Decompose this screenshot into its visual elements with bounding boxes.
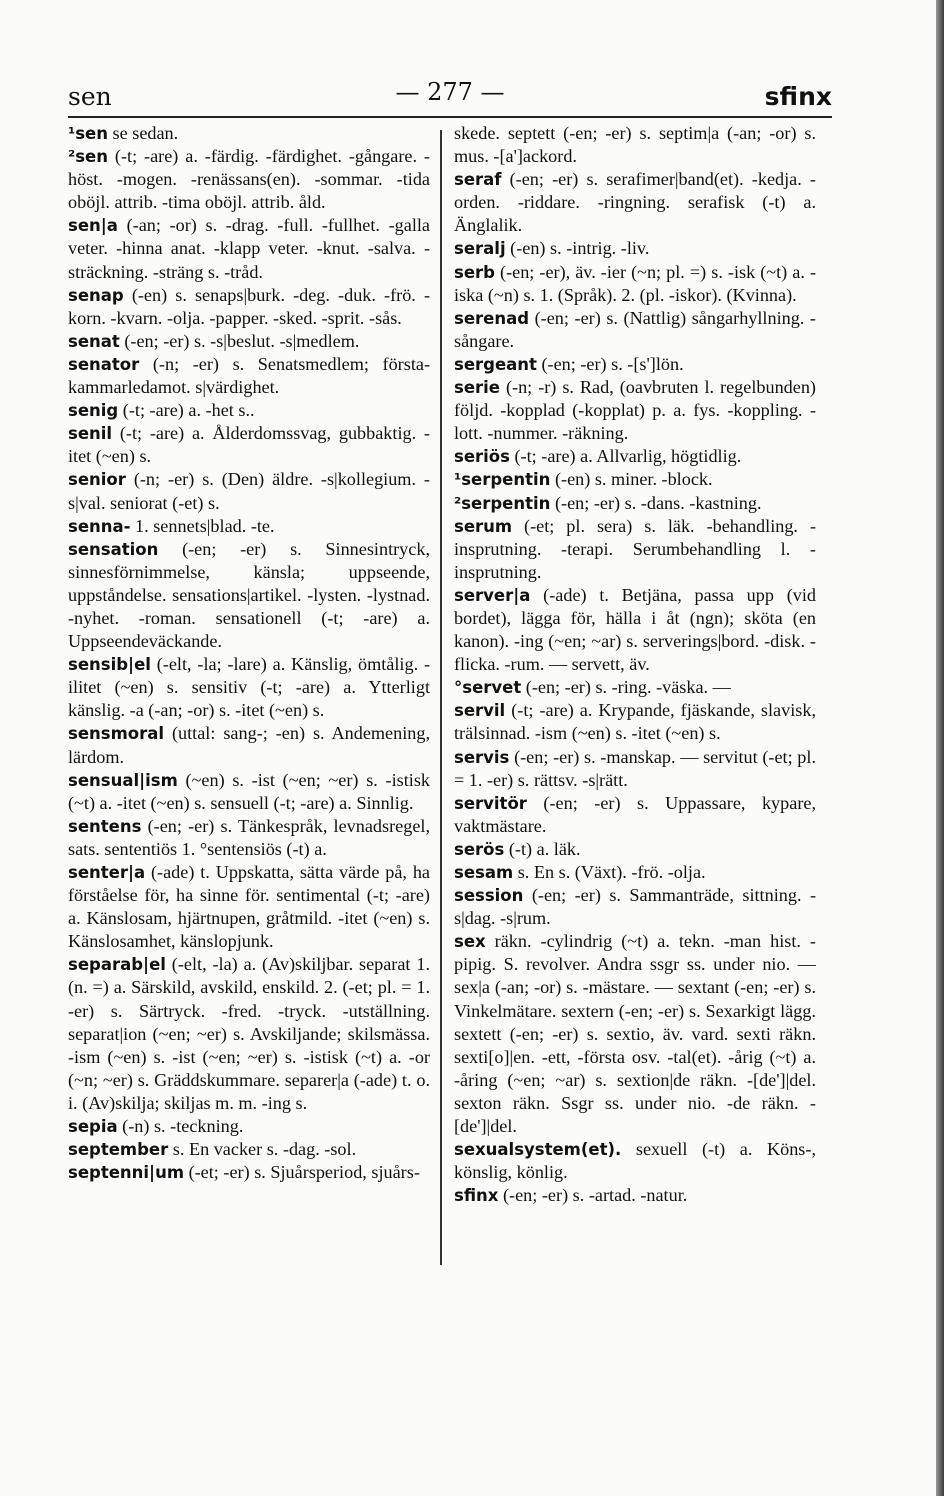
entry-headword: sentens xyxy=(68,816,142,836)
dictionary-entry xyxy=(454,676,816,699)
entry-text: 1. sennets|blad. -te. xyxy=(130,515,275,536)
entry-headword: septenni|um xyxy=(68,1163,185,1183)
entry-text: (-elt, -la; -lare) a. Känslig, ömtålig. -ilitet (~en) s. sensitiv (-t; -are) a. Ytterligt känslig. -a (-an; -or) s. -itet (~en) s. xyxy=(68,654,430,721)
entry-headword: senil xyxy=(68,424,113,444)
dictionary-entry xyxy=(454,492,816,515)
dictionary-entry xyxy=(68,769,430,815)
entry-headword: seralj xyxy=(454,239,506,259)
entry-headword: senter|a xyxy=(68,863,146,882)
entry-text: (-n; -er) s. (Den) äldre. -s|kollegium. -s|val. seniorat (-et) s. xyxy=(68,469,430,513)
entry-headword: sexualsystem(et). xyxy=(454,1140,622,1160)
dictionary-entry xyxy=(454,1184,816,1207)
entry-text: (uttal: sang-; -en) s. Andemening, lärdom. xyxy=(68,723,430,767)
entry-text: (-en; -er) s. -manskap. — servitut (-et; pl. = 1. -er) s. rättsv. -s|rätt. xyxy=(454,746,816,790)
dictionary-entry xyxy=(68,1138,430,1161)
dictionary-entry xyxy=(454,1138,816,1184)
entry-headword: sensation xyxy=(68,539,159,559)
entry-headword: sepia xyxy=(68,1117,118,1137)
entry-text: (-et; pl. sera) s. läk. -behandling. -insprutning. -terapi. Serumbehandling l. -insprutning. xyxy=(454,515,816,582)
dictionary-entry xyxy=(68,284,430,330)
dictionary-entry xyxy=(454,353,816,376)
entry-headword: sergeant xyxy=(454,354,537,374)
page-edge xyxy=(936,0,944,1496)
entry-text: (-en; -er) s. -dans. -kastning. xyxy=(550,492,762,513)
entry-text: räkn. -cylindrig (~t) a. tekn. -man hist. -pipig. S. revolver. Andra ssgr ss. under nio. — sex|a (-an; -or) s. -mästare. — sextant (-en; -er) s. Vinkelmätare. sextern (-en; -er) s. Sexarkigt lägg. sextett (-en; -er) s. sextio, äv. vard. sexti räkn. sexti[o]|en. -ett, -första osv. -tal(et). -årig (~t) a. -åring (~en; ~ar) s. sextion|de räkn. -[de']|del. sexton räkn. Ssgr ss. under nio. -de räkn. -[de']|del. xyxy=(454,931,816,1137)
entry-text: (-en) s. senaps|burk. -deg. -duk. -frö. -korn. -kvarn. -olja. -papper. -sked. -sprit. -sås. xyxy=(68,284,430,328)
entry-headword: servil xyxy=(454,701,506,721)
dictionary-entry xyxy=(68,422,430,468)
entry-headword: sensual|ism xyxy=(68,770,178,790)
entry-headword: ²serpentin xyxy=(454,493,551,513)
entry-headword: september xyxy=(68,1140,169,1160)
dictionary-entry xyxy=(454,515,816,584)
entry-headword: senig xyxy=(68,401,119,421)
entry-text: (-t; -are) a. Ålderdomssvag, gubbaktig. -itet (~en) s. xyxy=(68,423,430,467)
entry-text: (-elt, -la) a. (Av)skiljbar. separat 1. (n. =) a. Särskild, avskild, enskild. 2. (-et; pl. = 1. -er) s. Särtryck. -fred. -tryck. -utställning. separat|ion (~en; ~er) s. Avskiljande; skilsmässa. -ism (~en) s. -ist (~en; ~er) s. -istisk (~t) a. -or (~n; ~er) s. Gräddskummare. separer|a (-ade) t. o. i. (Av)skilja; skiljas m. m. -ing s. xyxy=(68,954,430,1113)
dictionary-entry xyxy=(454,237,816,260)
dictionary-entry xyxy=(68,1115,430,1138)
entry-text: (-en; -er) s. Sammanträde, sittning. -s|dag. -s|rum. xyxy=(454,885,816,929)
dictionary-entry xyxy=(68,214,430,283)
entry-headword: senator xyxy=(68,354,140,374)
entry-headword: sensmoral xyxy=(68,724,165,744)
entry-headword: ¹serpentin xyxy=(454,470,551,490)
column-divider xyxy=(440,130,442,1265)
entry-headword: senna- xyxy=(68,516,131,536)
entry-text: (-en; -er), äv. -ier (~n; pl. =) s. -isk (~t) a. -iska (~n) s. 1. (Språk). 2. (pl. -iskor). (Kvinna). xyxy=(454,261,816,305)
entry-text: (-en; -er) s. (Nattlig) sångarhyllning. -sångare. xyxy=(454,307,816,351)
entry-headword: serum xyxy=(454,516,513,536)
left-column xyxy=(68,122,430,1268)
entry-text: (-t; -are) a. Krypande, fjäskande, slavisk, trälsinnad. -ism (~en) s. -itet (~en) s. xyxy=(454,700,816,744)
dictionary-entry xyxy=(68,653,430,722)
dictionary-entry xyxy=(68,353,430,399)
entry-text: (-en; -er) s. -artad. -natur. xyxy=(498,1185,688,1206)
dictionary-entry xyxy=(454,838,816,861)
entry-headword: sen|a xyxy=(68,216,118,236)
entry-headword: °servet xyxy=(454,678,522,698)
entry-text: (-ade) t. Betjäna, passa upp (vid bordet), lägga för, hälla i åt (ngn); sköta (en kanon). -ing (~en; ~ar) s. serverings|bord. -disk. -flicka. -rum. — servett, äv. xyxy=(454,584,816,675)
first-headword-guide: sen xyxy=(68,82,112,111)
entry-headword: sensib|el xyxy=(68,655,151,675)
dictionary-entry xyxy=(68,953,430,1115)
entry-text: (-en; -er) s. serafimer|band(et). -kedja. -orden. -riddare. -ringning. serafisk (-t) a. Änglalik. xyxy=(454,169,816,236)
dictionary-entry xyxy=(68,538,430,653)
dictionary-entry xyxy=(454,884,816,930)
dictionary-entry xyxy=(454,699,816,745)
dictionary-entry xyxy=(68,1161,430,1184)
dictionary-entry xyxy=(68,399,430,422)
entry-headword: seraf xyxy=(454,170,502,190)
dictionary-entry xyxy=(454,168,816,237)
entry-headword: ¹sen xyxy=(68,124,108,143)
entry-headword: session xyxy=(454,886,524,906)
entry-text: (-t; -are) a. Allvarlig, högtidlig. xyxy=(509,446,742,467)
entry-text: (-en) s. -intrig. -liv. xyxy=(505,238,650,259)
entry-text: (-t; -are) a. -färdig. -färdighet. -gångare. -höst. -mogen. -renässans(en). -sommar. -tida oböjl. attrib. -tima oböjl. attrib. åld. xyxy=(68,146,430,213)
entry-text: (-t; -are) a. -het s.. xyxy=(118,400,255,421)
dictionary-entry xyxy=(68,330,430,353)
entry-headword: server|a xyxy=(454,585,531,605)
entry-headword: serie xyxy=(454,378,500,398)
entry-headword: serenad xyxy=(454,308,530,328)
entry-headword: servis xyxy=(454,747,510,767)
entry-text: (-en; -er) s. Tänkespråk, levnadsregel, sats. sententiös 1. °sentensiös (-t) a. xyxy=(68,815,430,859)
entry-text: (-an; -or) s. -drag. -full. -fullhet. -galla veter. -hinna anat. -klapp veter. -knut. -salva. -sträckning. -sträng s. -tråd. xyxy=(68,215,430,282)
entry-text: (-en; -er) s. Sinnesintryck, sinnesförnimmelse, känsla; uppseende, uppståndelse. sensations|artikel. -lysten. -lystnad. -nyhet. -roman. sensationell (-t; -are) a. Uppseendeväckande. xyxy=(68,538,430,652)
dictionary-entry xyxy=(68,722,430,768)
dictionary-entry xyxy=(454,122,816,168)
dictionary-entry xyxy=(68,145,430,214)
entry-headword: serös xyxy=(454,839,505,859)
entry-headword: senap xyxy=(68,285,124,305)
entry-headword: separab|el xyxy=(68,955,166,975)
dictionary-entry xyxy=(68,515,430,538)
page-number: — 277 — xyxy=(395,78,505,106)
entry-text: (~en) s. -ist (~en; ~er) s. -istisk (~t) a. -itet (~en) s. sensuell (-t; -are) a. Sinnlig. xyxy=(68,769,430,813)
entry-text: s. En vacker s. -dag. -sol. xyxy=(168,1139,357,1160)
entry-headword: servitör xyxy=(454,793,527,813)
entry-headword: sex xyxy=(454,932,486,952)
dictionary-entry xyxy=(454,792,816,838)
header-rule xyxy=(68,116,832,118)
entry-headword: seriös xyxy=(454,447,510,467)
dictionary-entry xyxy=(454,746,816,792)
entry-text: (-en; -er) s. -ring. -väska. — xyxy=(521,677,731,698)
running-head xyxy=(68,78,832,112)
dictionary-entry xyxy=(454,445,816,468)
entry-headword: serb xyxy=(454,262,495,282)
entry-text: (-n) s. -teckning. xyxy=(117,1116,244,1137)
entry-text: s. En s. (Växt). -frö. -olja. xyxy=(513,862,706,882)
entry-headword: senior xyxy=(68,470,126,490)
dictionary-entry xyxy=(454,861,816,884)
entry-text: (-et; -er) s. Sjuårsperiod, sjuårs- xyxy=(184,1162,420,1183)
dictionary-entry xyxy=(454,468,816,491)
entry-text: (-en) s. miner. -block. xyxy=(550,469,713,490)
entry-text: (-n; -er) s. Senatsmedlem; första-kammarledamot. s|värdighet. xyxy=(68,353,430,398)
entry-headword: sesam xyxy=(454,863,514,882)
entry-text: skede. septett (-en; -er) s. septim|a (-an; -or) s. mus. -[a']ackord. xyxy=(454,123,816,167)
entry-text: (-ade) t. Uppskatta, sätta värde på, ha förståelse för, ha sinne för. sentimental (-t; -are) a. Känslosam, hjärtnupen, gråtmild. -itet (~en) s. Känslosamhet, känslopjunk. xyxy=(68,862,430,952)
entry-text: (-en; -er) s. -[s']lön. xyxy=(536,353,684,374)
dictionary-entry xyxy=(454,376,816,445)
dictionary-entry xyxy=(68,468,430,514)
entry-headword: ²sen xyxy=(68,147,108,167)
entry-headword: sfinx xyxy=(454,1186,499,1206)
last-headword-guide: sfinx xyxy=(764,82,832,111)
entry-headword: senat xyxy=(68,331,120,351)
dictionary-entry xyxy=(454,307,816,353)
right-column xyxy=(454,122,816,1268)
entry-text: sexuell (-t) a. Köns-, könslig, könlig. xyxy=(454,1139,816,1183)
entry-text: se sedan. xyxy=(108,123,179,143)
entry-text: (-en; -er) s. -s|beslut. -s|medlem. xyxy=(119,330,360,351)
dictionary-entry xyxy=(454,261,816,307)
entry-text: (-n; -r) s. Rad, (oavbruten l. regelbunden) följd. -kopplad (-kopplat) p. a. fys. -koppling. -lott. -nummer. -räkning. xyxy=(454,377,816,444)
entry-text: (-en; -er) s. Uppassare, kypare, vaktmästare. xyxy=(454,792,816,836)
dictionary-entry xyxy=(454,584,816,676)
entry-text: (-t) a. läk. xyxy=(504,838,581,859)
dictionary-entry xyxy=(68,861,430,953)
dictionary-entry xyxy=(68,122,430,145)
dictionary-entry xyxy=(454,930,816,1138)
dictionary-entry xyxy=(68,815,430,861)
